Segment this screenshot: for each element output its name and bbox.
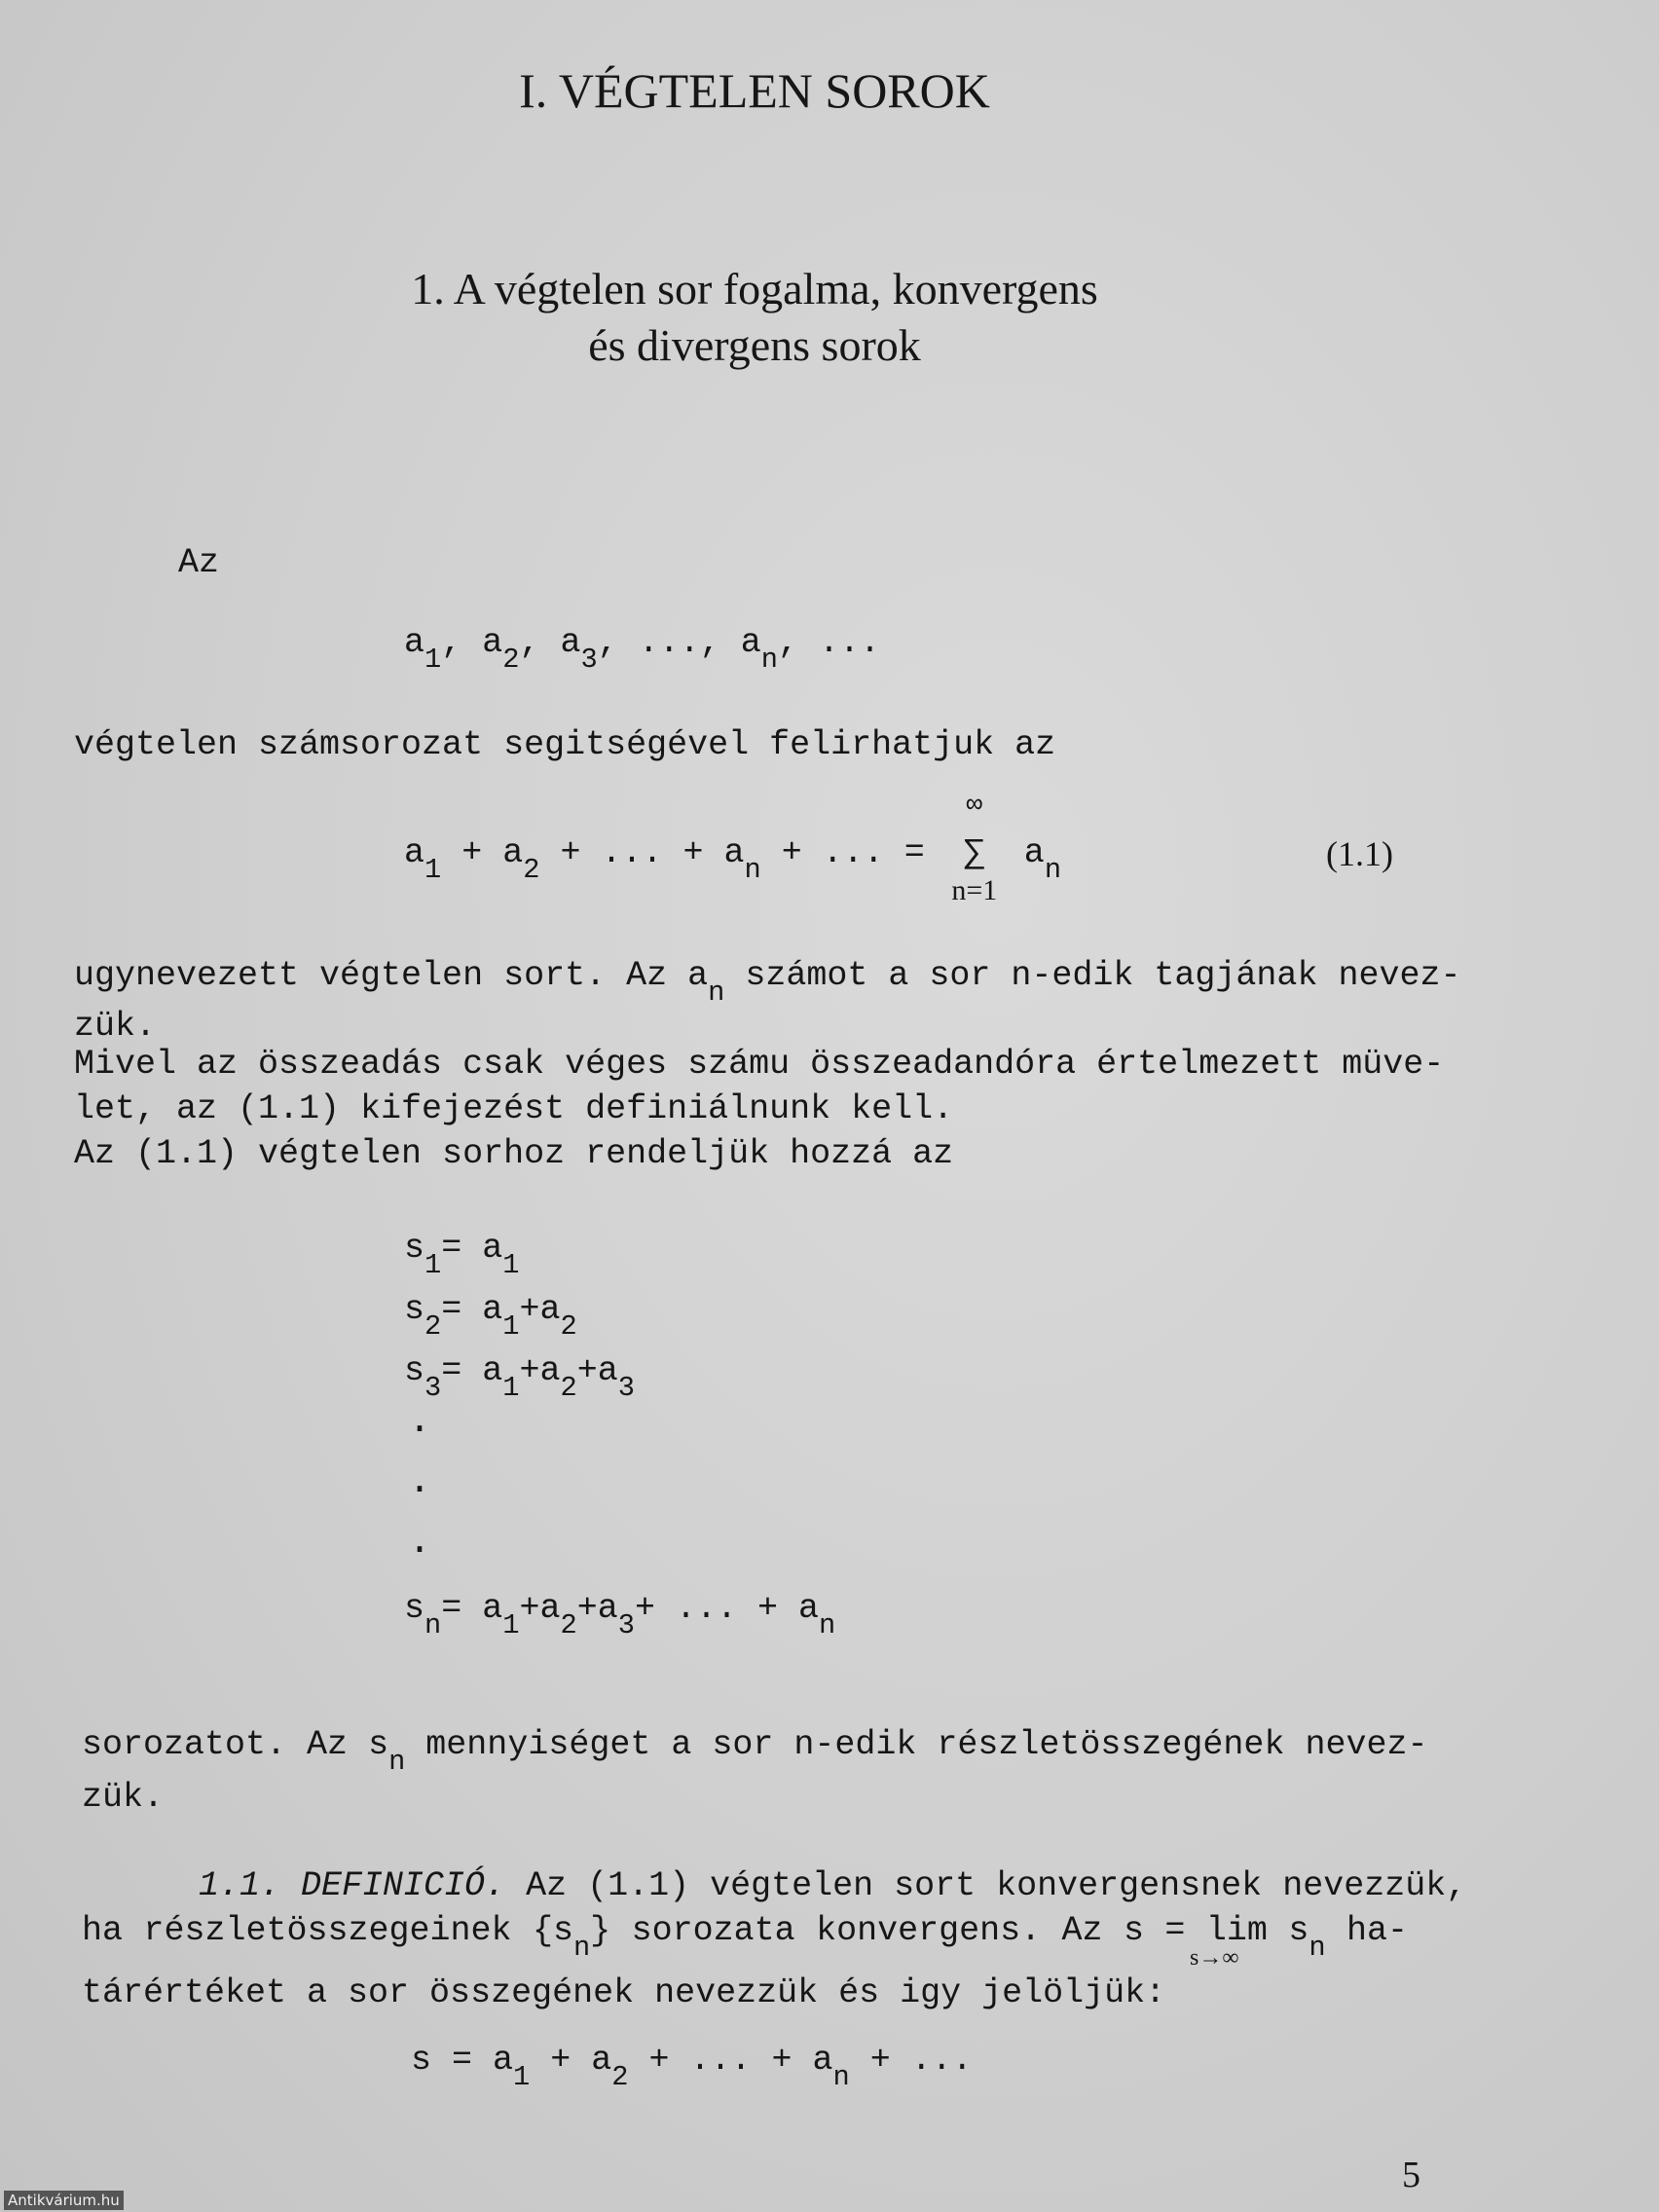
- ellipsis-dot-3: .: [408, 1521, 432, 1565]
- definition-line-1: 1.1. DEFINICIÓ. Az (1.1) végtelen sort konvergensnek nevezzük,: [199, 1866, 1467, 1905]
- sequence-expression: $a_1$, $a_2$, $a_3$, ..., $a_n$, ...: [404, 623, 881, 676]
- section-title-line-2: és divergens sorok: [588, 320, 921, 370]
- series-equation: $a_1 + a_2$ + ... + $a_n$ + ... = ∞ ∑ n=1 $a_n$: [404, 791, 1062, 906]
- partial-sum-row-1: $s_1= a_1$: [404, 1229, 520, 1281]
- partial-sum-row-n: $s_n= a_1+a_2+a_3+$ ... + $a_n$: [404, 1589, 836, 1641]
- limit-subscript: s→∞: [1190, 1945, 1239, 1971]
- definition-block: [82, 1863, 1467, 2015]
- partial-sum-row-2: $s_2= a_1+a_2$: [404, 1290, 577, 1343]
- ellipsis-dot-2: .: [408, 1460, 432, 1504]
- paragraph-3-line-1: sorozatot. Az $s_n$ mennyiséget a sor n-edik részletösszegének nevez-: [82, 1725, 1428, 1778]
- definition-label: 1.1. DEFINICIÓ.: [199, 1866, 506, 1905]
- paragraph-3: [82, 1725, 1428, 1817]
- paragraph-1: [74, 956, 1461, 1046]
- intro-word: Az: [178, 543, 220, 582]
- chapter-title: I. VÉGTELEN SOROK: [519, 63, 990, 118]
- partial-sum-row-3: $s_3= a_1+a_2+a_3$: [404, 1351, 635, 1404]
- paragraph-1-line-1: ugynevezett végtelen sort. Az $a_n$ számot a sor n-edik tagjának nevez-: [74, 956, 1461, 1009]
- definition-line-2: ha részletösszegeinek $\{s_n\}$ sorozata konvergens. Az $s = \lim s_n$ ha-: [82, 1911, 1408, 1964]
- section-title-line-1: 1. A végtelen sor fogalma, konvergens: [411, 264, 1098, 313]
- summation-symbol: ∞ ∑ n=1: [951, 791, 998, 906]
- definition-line-3: tárértéket a sor összegének nevezzük és igy jelöljük:: [82, 1972, 1166, 2012]
- equation-label: (1.1): [1326, 834, 1393, 873]
- paragraph-1-line-2: zük.: [74, 1006, 157, 1046]
- paragraph-3-line-2: zük.: [82, 1777, 165, 1817]
- section-title: [0, 261, 1509, 374]
- sequence-description: végtelen számsorozat segitségével felirhatjuk az: [74, 725, 1056, 764]
- paragraph-2: [74, 1042, 1445, 1176]
- paragraph-2-line-3: Az (1.1) végtelen sorhoz rendeljük hozzá az: [74, 1134, 954, 1173]
- watermark: Antikvárium.hu: [4, 2191, 124, 2210]
- paragraph-2-line-2: let, az (1.1) kifejezést definiálnunk kell.: [74, 1089, 954, 1128]
- paragraph-2-line-1: Mivel az összeadás csak véges számu összeadandóra értelmezett müve-: [74, 1045, 1445, 1084]
- sum-equation: $s = a_1 + a_2$ + ... + $a_n$ + ...: [411, 2041, 973, 2093]
- page-number: 5: [1402, 2155, 1420, 2195]
- ellipsis-dot-1: .: [408, 1400, 432, 1444]
